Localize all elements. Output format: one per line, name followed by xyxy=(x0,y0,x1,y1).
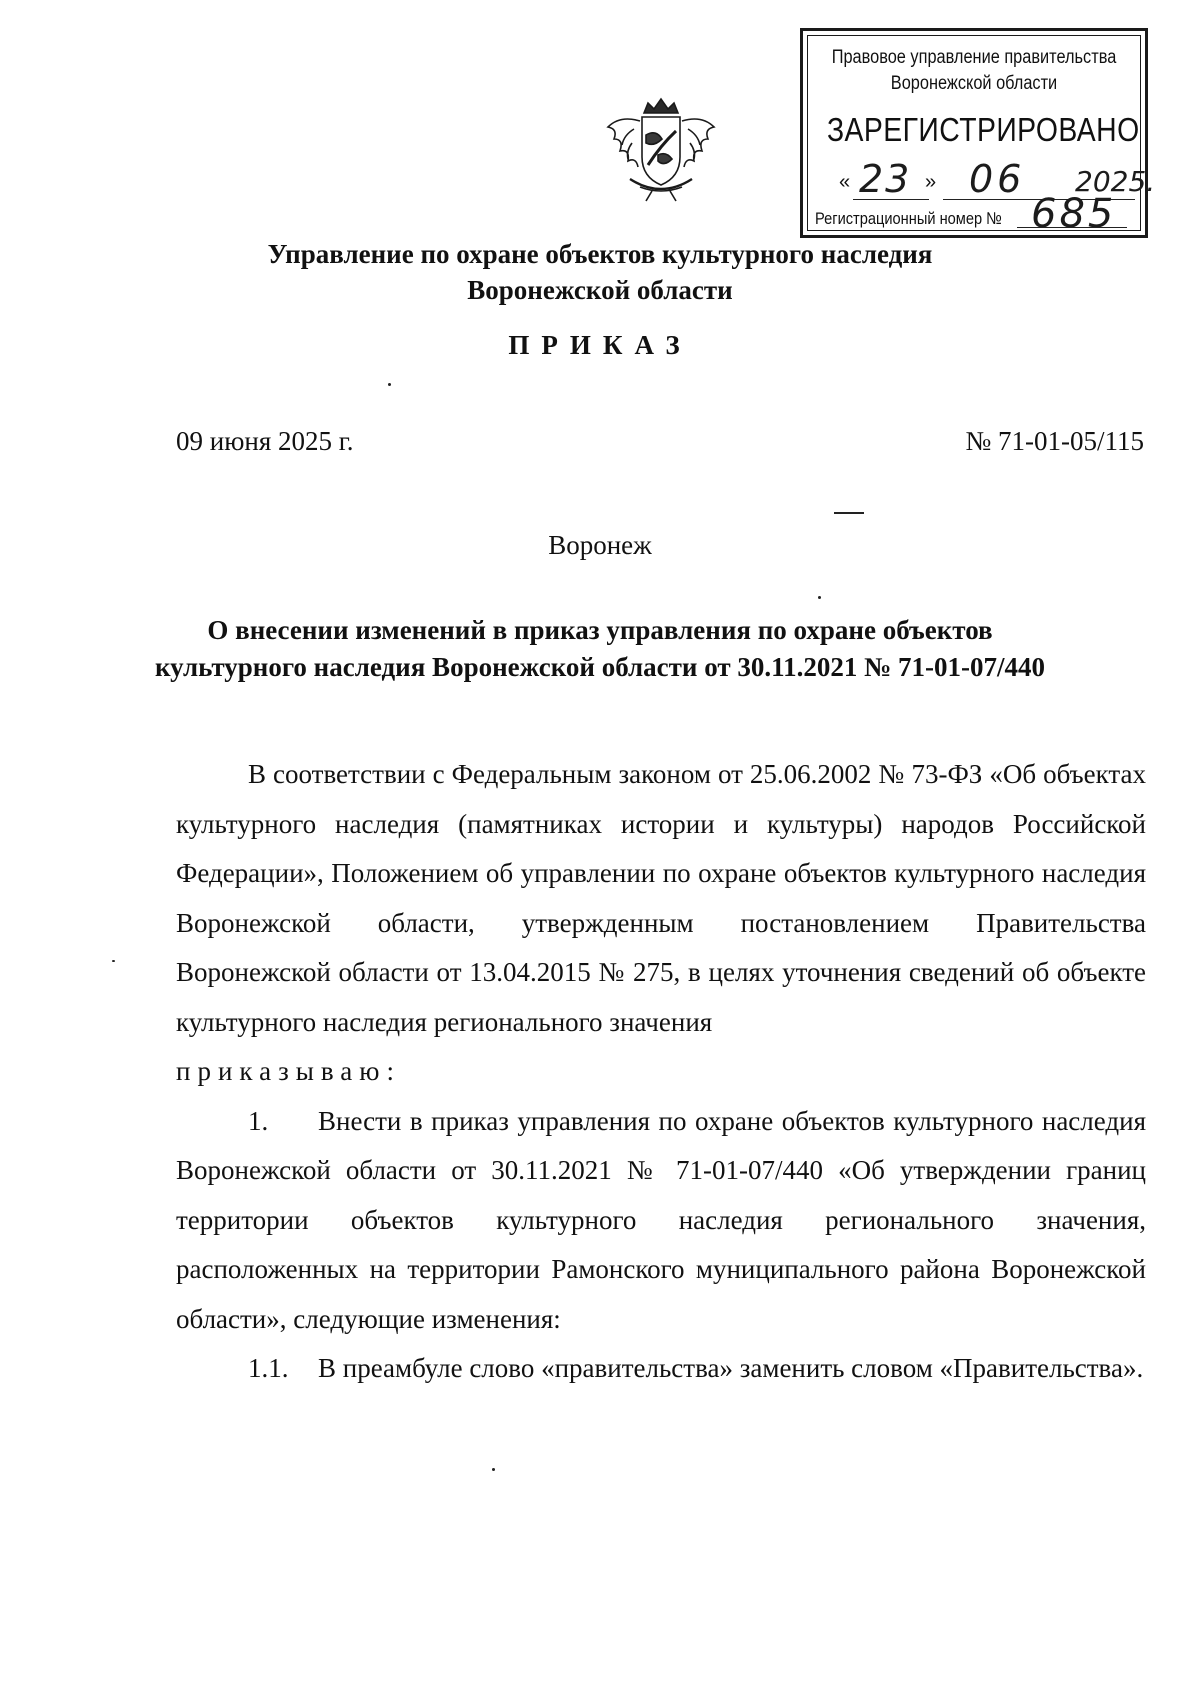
document-number: № 71-01-05/115 xyxy=(965,426,1144,456)
scan-speck xyxy=(818,596,821,599)
title-line1: О внесении изменений в приказ управления по охране объектов xyxy=(207,615,993,645)
stamp-number-line xyxy=(1017,227,1127,228)
document-city: Воронеж xyxy=(548,530,652,560)
document-type: ПРИКАЗ xyxy=(508,330,692,360)
organization-line1: Управление по охране объектов культурного наследия xyxy=(267,239,933,269)
item-1-paragraph xyxy=(176,1097,1146,1345)
scan-mark xyxy=(834,512,864,514)
stamp-quote-close: » xyxy=(925,171,937,193)
stamp-day-line xyxy=(853,199,929,200)
scan-speck xyxy=(492,1468,495,1471)
stamp-organization xyxy=(827,45,1121,97)
stamp-month: 06 xyxy=(969,157,1026,201)
stamp-org-line1: Правовое управление правительства xyxy=(831,47,1117,68)
document-date: 09 июня 2025 г. xyxy=(176,426,354,456)
item-1-1-paragraph xyxy=(176,1344,1146,1394)
title-line2: культурного наследия Воронежской области от 30.11.2021 № 71-01-07/440 xyxy=(154,652,1046,682)
document-body xyxy=(176,750,1146,1394)
item-1-1-number: 1.1. xyxy=(248,1353,289,1383)
preamble-paragraph: В соответствии с Федеральным законом от 25.06.2002 № 73-ФЗ «Об объектах культурного наследия (памятниках истории и культуры) народов Российской Федерации», Положением об управлении по охране объектов культурного наследия Воронежской области, утвержденным постановлением Правительства Воронежской области от 13.04.2015 № 275, в целях уточнения сведений об объекте культурного наследия регионального значения xyxy=(176,759,1146,1037)
stamp-reg-number: 685 xyxy=(1031,191,1117,237)
item-1-1-text: В преамбуле слово «правительства» заменить словом «Правительства». xyxy=(318,1353,1144,1383)
stamp-day: 23 xyxy=(859,157,912,201)
scan-speck xyxy=(388,383,391,386)
registration-stamp xyxy=(800,28,1156,238)
voronezh-coat-of-arms-icon xyxy=(600,95,722,203)
stamp-quote-open: « xyxy=(839,171,851,193)
organization-name xyxy=(0,236,1200,308)
stamp-reg-number-label: Регистрационный номер № xyxy=(815,209,1002,228)
stamp-year: 2025. xyxy=(1075,165,1156,198)
stamp-org-line2: Воронежской области xyxy=(890,73,1058,94)
item-1-text: Внести в приказ управления по охране объектов культурного наследия Воронежской области от 30.11.2021 № 71-01-07/440 «Об утверждении границ территории объектов культурного наследия регионального значения, расположенных на территории Рамонского муниципального района Воронежской области», следующие изменения: xyxy=(176,1105,1146,1334)
item-1-number: 1. xyxy=(248,1105,269,1136)
stamp-registered-label: ЗАРЕГИСТРИРОВАНО xyxy=(826,111,1140,148)
scan-speck xyxy=(112,960,115,962)
organization-line2: Воронежской области xyxy=(467,275,733,305)
document-title xyxy=(0,612,1200,686)
order-word: приказываю: xyxy=(176,1056,401,1086)
